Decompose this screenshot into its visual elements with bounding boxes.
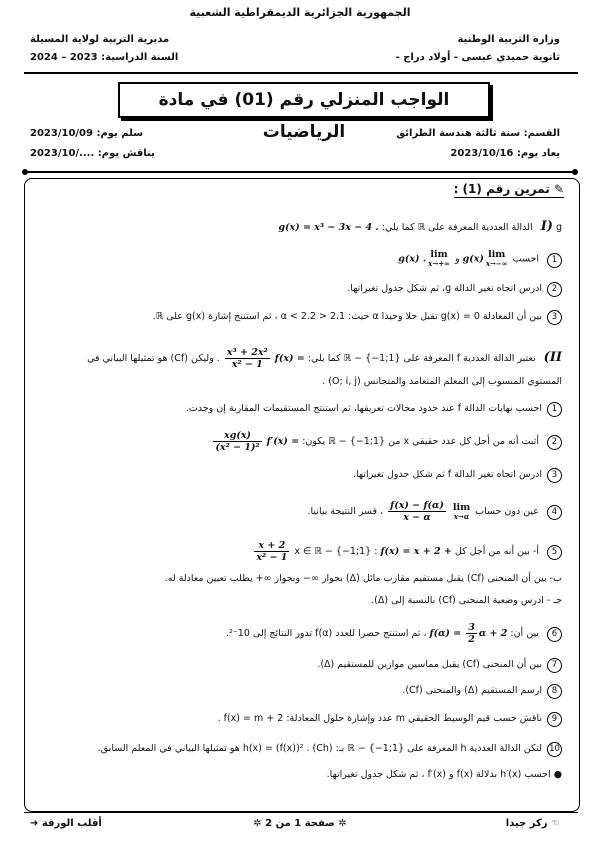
- ministry: وزارة التربية الوطنية: [457, 34, 560, 45]
- part1-q1: 1 احسب lim x→−∞ g(x) و lim x→+∞ g(x) .: [38, 250, 562, 268]
- page-number: ✲ صفحة 1 من 2 ✲: [253, 818, 347, 829]
- divider-dot-right: [572, 169, 578, 175]
- due-date: يعاد يوم: 2023/10/16: [450, 148, 560, 159]
- part1-q2: 2ادرس اتجاه تغير الدالة g، ثم شكل جدول تغيراتها.: [38, 282, 562, 297]
- directorate: مديرية التربية لولاية المسيلة: [30, 34, 170, 45]
- footer-left: أقلب الورقة ➜: [30, 818, 102, 829]
- arrow-icon: ➜: [30, 818, 39, 829]
- quill-icon: ✎: [553, 182, 564, 196]
- part2-q9: 9ناقش حسب قيم الوسيط الحقيقي m عدد وإشارة حلول المعادلة: f(x) = m + 2 .: [38, 712, 562, 727]
- class-label: القسم: سنة ثالثة هندسة الطرائق: [396, 128, 560, 139]
- part2-q2: 2 أثبت أنه من أجل كل عدد حقيقي x من ℝ − {−1;1} يكون: f′(x) = $\frac{xg(x)}{\text{(x² − 1)²}}$: [38, 430, 562, 453]
- school-year: السنة الدراسية: 2023 – 2024: [30, 52, 179, 63]
- part2-q5a: 5 أ- بين أنه من أجل كل x ∈ ℝ − {−1;1} : f(x) = x + 2 + $\frac{x + 2}{\text{x² − 1}}$: [38, 540, 562, 563]
- part1-q3: 3بين أن المعادلة g(x) = 0 تقبل حلا وحيدا α حيث: 2.1 < α < 2.2 ، ثم استنتج إشارة g(x) على ℝ.: [38, 310, 562, 325]
- part2-q1: 1احسب نهايات الدالة f عند حدود مجالات تعريفها، ثم استنتج المستقيمات المقاربة إن وجدت.: [38, 402, 562, 417]
- header-divider: [24, 72, 578, 74]
- page-title: الواجب المنزلي رقم (01) في مادة الرياضيات: [118, 82, 490, 118]
- part2-intro-2: المستوي المنسوب إلى المعلم المتعامد والمتجانس (O; i, j) .: [322, 376, 562, 387]
- discussion-date: يناقش يوم: ..../2023/10: [30, 148, 155, 159]
- part2-q10-bullet: ● احسب h′(x) بدلالة f(x) و f′(x) ، ثم شكل جدول تغيراتها.: [326, 769, 562, 780]
- part2-q8: 8ارسم المستقيم (Δ) والمنحنى (Cf).: [38, 684, 562, 699]
- part2-q7: 7بين أن المنحنى (Cf) يقبل مماسين موازين للمستقيم (Δ).: [38, 658, 562, 673]
- hand-icon: ☜: [551, 818, 560, 829]
- part2-q3: 3ادرس اتجاه تغير الدالة f ثم شكل جدول تغيراتها.: [38, 468, 562, 483]
- part2-q10: 10لتكن الدالة العددية h المعرفة على ℝ − {−1;1} بـ: h(x) = (f(x))² . (Ch) هو تمثيلها البياني في المعلم السابق.: [38, 742, 562, 757]
- part1-intro: I) g الدالة العددية المعرفة على ℝ كما يلي: g(x) = x³ − 3x − 4 .: [278, 219, 562, 234]
- school: ثانوية حميدي عيسى - أولاد دراج -: [395, 52, 560, 63]
- section-divider: [28, 171, 572, 173]
- part2-q5b: ب- بين أن المنحنى (Cf) يقبل مستقيم مقارب مائل (Δ) بجوار ∞− وبجوار ∞+ يطلب تعيين معادلة له.: [164, 573, 562, 584]
- footer-divider: [24, 812, 578, 813]
- footer-right: ☜ ركز جيدا: [505, 818, 560, 829]
- bullet-icon: ●: [553, 769, 562, 780]
- part2-q6: 6 بين أن: f(α) = $\frac{3}{2}$ α + 2 ، ثم استنتج حصرا للعدد f(α) تدور النتائج إلى 10⁻².: [38, 622, 562, 645]
- part2-q5c: جـ - ادرس وضعية المنحنى (Cf) بالنسبة إلى (Δ).: [371, 595, 562, 606]
- part2-intro: II) نعتبر الدالة العددية f المعرفة على ℝ − {−1;1} كما يلي: f(x) = $\frac{\text{x³ + 2x²}}{\text{x² − 1}}$ . وليكن (Cf) هو تمثيلها البياني في: [87, 347, 562, 370]
- exercise-title: ✎ تمرين رقم (1) :: [453, 182, 564, 196]
- part2-q4: 4 عين دون حساب lim x→α $\frac{f(x) - f(\alpha)}{x - \alpha}$ ، فسر النتيجة بيانيا.: [38, 500, 562, 523]
- given-date: سلم يوم: 2023/10/09: [30, 128, 144, 139]
- republic-heading: الجمهورية الجزائرية الديمقراطية الشعبية: [189, 6, 411, 19]
